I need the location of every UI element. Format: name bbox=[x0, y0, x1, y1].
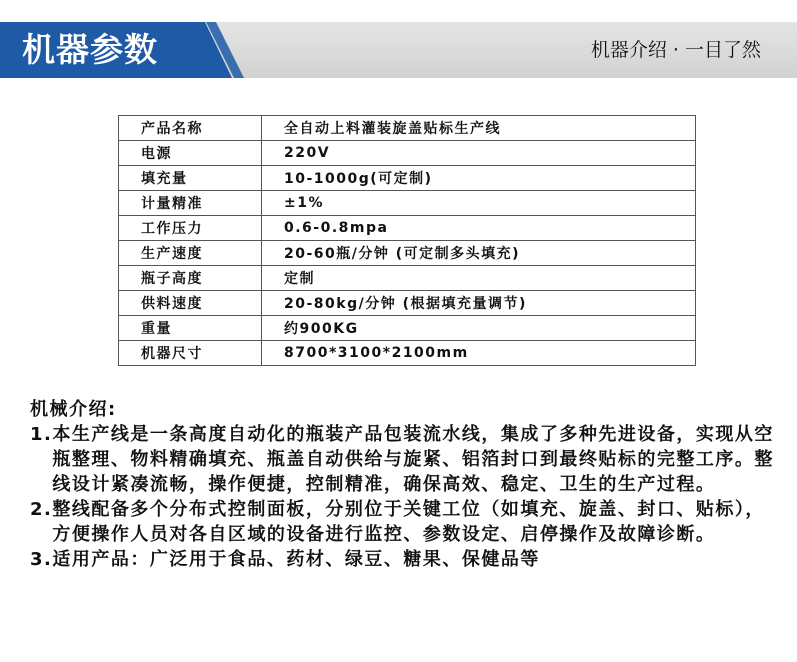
table-row bbox=[119, 166, 696, 191]
spec-table bbox=[118, 115, 696, 366]
spec-label: 机器尺寸 bbox=[119, 341, 262, 366]
spec-label: 填充量 bbox=[119, 166, 262, 191]
spec-label: 瓶子高度 bbox=[119, 266, 262, 291]
spec-value: 10-1000g(可定制) bbox=[262, 166, 696, 191]
spec-label: 产品名称 bbox=[119, 116, 262, 141]
spec-value: 20-80kg/分钟 (根据填充量调节) bbox=[262, 291, 696, 316]
intro-item bbox=[30, 497, 780, 547]
intro-heading: 机械介绍: bbox=[30, 399, 117, 420]
spec-value: 20-60瓶/分钟 (可定制多头填充) bbox=[262, 241, 696, 266]
spec-value: 8700*3100*2100mm bbox=[262, 341, 696, 366]
spec-label: 生产速度 bbox=[119, 241, 262, 266]
spec-label: 重量 bbox=[119, 316, 262, 341]
intro-item-number: 1. bbox=[30, 424, 53, 445]
table-row bbox=[119, 191, 696, 216]
spec-label: 计量精准 bbox=[119, 191, 262, 216]
table-row bbox=[119, 116, 696, 141]
intro-item bbox=[30, 422, 780, 497]
section-header bbox=[0, 22, 797, 78]
spec-value: 220V bbox=[262, 141, 696, 166]
spec-value: 0.6-0.8mpa bbox=[262, 216, 696, 241]
spec-label: 电源 bbox=[119, 141, 262, 166]
intro-item bbox=[30, 547, 780, 572]
machine-introduction bbox=[30, 397, 780, 572]
table-row bbox=[119, 341, 696, 366]
spec-value: ±1% bbox=[262, 191, 696, 216]
page-title: 机器参数 bbox=[22, 30, 158, 69]
table-row bbox=[119, 316, 696, 341]
intro-item-number: 2. bbox=[30, 499, 53, 520]
spec-value: 约900KG bbox=[262, 316, 696, 341]
spec-label: 供料速度 bbox=[119, 291, 262, 316]
intro-item-text: 适用产品：广泛用于食品、药材、绿豆、糖果、保健品等 bbox=[52, 549, 540, 570]
spec-value: 定制 bbox=[262, 266, 696, 291]
table-row bbox=[119, 216, 696, 241]
page-subtitle: 机器介绍 · 一目了然 bbox=[590, 39, 761, 61]
intro-item-text: 整线配备多个分布式控制面板，分别位于关键工位（如填充、旋盖、封口、贴标），方便操作人员对各自区域的设备进行监控、参数设定、启停操作及故障诊断。 bbox=[52, 499, 765, 545]
spec-label: 工作压力 bbox=[119, 216, 262, 241]
intro-item-text: 本生产线是一条高度自动化的瓶装产品包装流水线，集成了多种先进设备，实现从空瓶整理、物料精确填充、瓶盖自动供给与旋紧、铝箔封口到最终贴标的完整工序。整线设计紧凑流畅，操作便捷，控制精准，确保高效、稳定、卫生的生产过程。 bbox=[52, 424, 774, 495]
spec-value: 全自动上料灌装旋盖贴标生产线 bbox=[262, 116, 696, 141]
table-row bbox=[119, 241, 696, 266]
table-row bbox=[119, 266, 696, 291]
table-row bbox=[119, 141, 696, 166]
intro-item-number: 3. bbox=[30, 549, 53, 570]
table-row bbox=[119, 291, 696, 316]
